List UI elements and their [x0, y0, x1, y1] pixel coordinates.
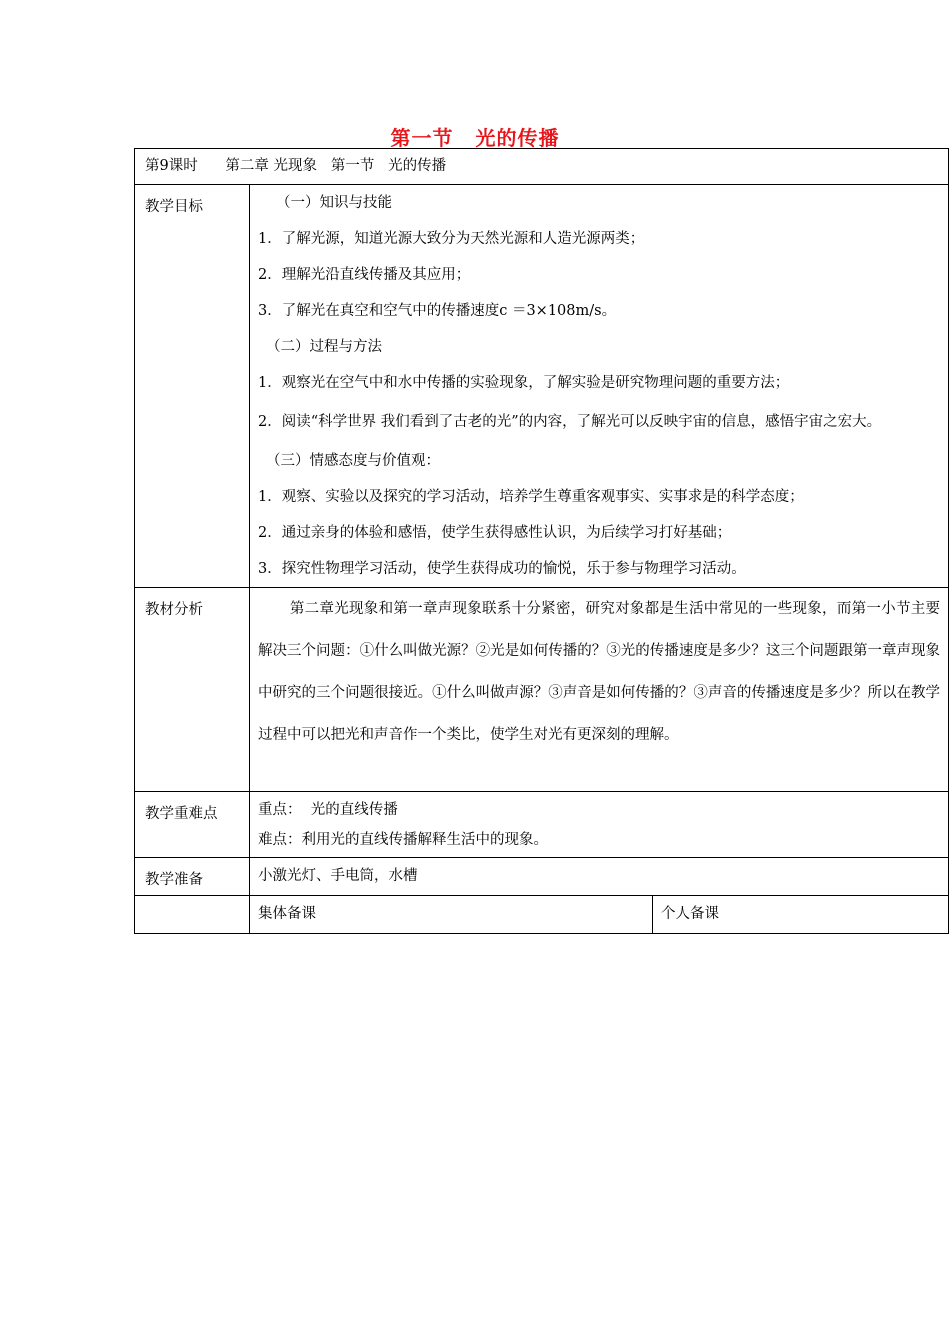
goals-heading-knowledge: （一）知识与技能 [276, 195, 392, 211]
personal-planning-cell: 个人备课 [653, 896, 949, 934]
header-row [135, 149, 949, 185]
analysis-row [135, 588, 949, 792]
goals-item: 2．理解光沿直线传播及其应用； [258, 267, 471, 283]
planning-empty-cell [135, 896, 250, 934]
planning-row [135, 896, 949, 934]
analysis-label: 教材分析 [135, 588, 250, 792]
difficulty-point: 难点：利用光的直线传播解释生活中的现象。 [258, 832, 548, 848]
lesson-number: 第9课时 [145, 158, 198, 174]
goals-label: 教学目标 [135, 185, 250, 588]
key-points-label: 教学重难点 [135, 792, 250, 858]
header-cell [135, 149, 949, 185]
goals-item: 1．观察光在空气中和水中传播的实验现象，了解实验是研究物理问题的重要方法； [258, 375, 790, 391]
goals-item: 1．观察、实验以及探究的学习活动，培养学生尊重客观事实、实事求是的科学态度； [258, 489, 804, 505]
title-section: 第一节 [390, 126, 454, 150]
page-title [0, 122, 950, 151]
goals-content [250, 185, 949, 588]
goals-heading-attitude: （三）情感态度与价值观： [266, 453, 440, 469]
chapter-name: 第二章 光现象 [225, 158, 317, 174]
title-topic: 光的传播 [475, 126, 560, 150]
group-planning-cell: 集体备课 [250, 896, 653, 934]
preparation-content: 小激光灯、手电筒，水槽 [250, 858, 949, 896]
key-point: 重点： 光的直线传播 [258, 802, 398, 818]
goals-heading-process: （二）过程与方法 [266, 339, 382, 355]
analysis-content [250, 588, 949, 792]
goals-item: 2．阅读“科学世界 我们看到了古老的光”的内容，了解光可以反映宇宙的信息，感悟宇宙之宏大。 [258, 414, 882, 430]
topic-name: 光的传播 [388, 158, 447, 174]
lesson-plan-table [134, 148, 949, 934]
preparation-row [135, 858, 949, 896]
key-points-row [135, 792, 949, 858]
section-name: 第一节 [330, 158, 375, 174]
key-points-content [250, 792, 949, 858]
goals-row [135, 185, 949, 588]
goals-item: 3．探究性物理学习活动，使学生获得成功的愉悦，乐于参与物理学习活动。 [258, 561, 746, 577]
analysis-text: 第二章光现象和第一章声现象联系十分紧密，研究对象都是生活中常见的一些现象，而第一小节主要解决三个问题：①什么叫做光源？②光是如何传播的？③光的传播速度是多少？这三个问题跟第一章声现象中研究的三个问题很接近。①什么叫做声源？③声音是如何传播的？③声音的传播速度是多少？所以在教学过程中可以把光和声音作一个类比，使学生对光有更深刻的理解。 [258, 601, 941, 743]
goals-item: 2．通过亲身的体验和感悟，使学生获得感性认识，为后续学习打好基础； [258, 525, 732, 541]
goals-item: 1．了解光源，知道光源大致分为天然光源和人造光源两类； [258, 231, 645, 247]
goals-item: 3．了解光在真空和空气中的传播速度c ＝3×108m/s。 [258, 303, 617, 319]
preparation-label: 教学准备 [135, 858, 250, 896]
